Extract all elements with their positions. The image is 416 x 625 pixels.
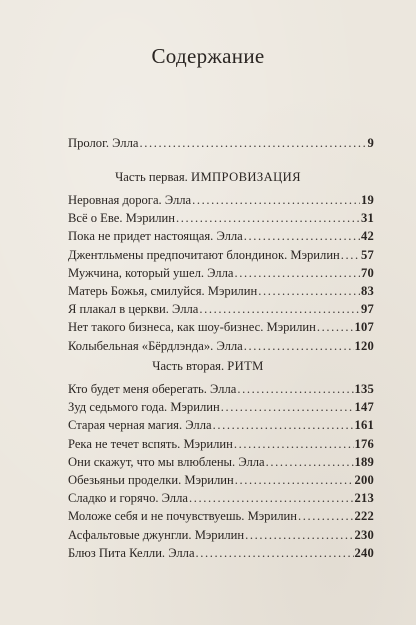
leader-dots [139,136,366,151]
leader-dots [176,211,360,226]
toc-row [68,211,374,229]
part-one-list [68,193,374,357]
toc-row [68,437,374,455]
leader-dots [341,248,360,263]
entry-page: 176 [354,436,374,451]
toc-row [68,491,374,509]
entry-title: Река не течет вспять. Мэрилин [68,436,233,451]
entry-page: 9 [367,136,374,150]
toc-row [68,302,374,320]
toc-row [68,509,374,527]
entry-page: 97 [361,302,374,317]
entry-page: 200 [354,472,374,487]
entry-title: Старая черная магия. Элла [68,418,212,433]
entry-title: Блюз Пита Келли. Элла [68,545,195,560]
leader-dots [298,509,354,524]
entry-title: Сладко и горячо. Элла [68,491,188,506]
toc-row [68,382,374,400]
entry-page: 135 [354,382,374,396]
entry-page: 83 [361,283,374,298]
toc-row [68,320,374,338]
entry-page: 31 [361,211,374,226]
entry-title: Моложе себя и не почувствуешь. Мэрилин [68,509,297,524]
entry-page: 213 [354,491,374,506]
entry-title: Зуд седьмого года. Мэрилин [68,400,220,415]
entry-title: Пролог. Элла [68,136,139,150]
toc-row [68,193,374,211]
leader-dots [244,229,360,244]
entry-page: 57 [361,247,374,262]
prologue-entry [68,136,374,154]
toc-row [68,339,374,357]
leader-dots [266,455,354,470]
part-two-list [68,382,374,564]
entry-title: Колыбельная «Бёрдлэнда». Элла [68,338,243,353]
leader-dots [317,320,354,335]
toc-row [68,266,374,284]
leader-dots [192,193,360,208]
entry-title: Обезьяньи проделки. Мэрилин [68,472,234,487]
leader-dots [235,473,354,488]
leader-dots [237,382,353,397]
part-one-name: ИМПРОВИЗАЦИЯ [190,170,301,184]
leader-dots [199,302,360,317]
toc-row [68,473,374,491]
entry-page: 42 [361,229,374,244]
entry-page: 230 [354,527,374,542]
part-one-heading [0,170,416,185]
leader-dots [189,491,354,506]
entry-page: 120 [354,338,374,353]
entry-title: Джентльмены предпочитают блондинок. Мэрилин [68,247,340,262]
toc-row [68,284,374,302]
toc-row [68,546,374,564]
toc-row [68,248,374,266]
entry-title: Всё о Еве. Мэрилин [68,211,176,226]
entry-page: 161 [354,418,374,433]
entry-page: 240 [354,545,374,560]
part-two-name: РИТМ [227,359,264,373]
part-two-label: Часть вторая. [152,359,225,373]
entry-title: Нет такого бизнеса, как шоу-бизнес. Мэрилин [68,320,316,335]
leader-dots [234,437,354,452]
entry-title: Матерь Божья, смилуйся. Мэрилин [68,283,258,298]
toc-row [68,400,374,418]
entry-title: Пока не придет настоящая. Элла [68,229,243,244]
leader-dots [196,546,354,561]
leader-dots [245,528,353,543]
entry-page: 107 [354,320,374,335]
part-two-heading [0,359,416,374]
entry-title: Мужчина, который ушел. Элла [68,265,234,280]
entry-title: Асфальтовые джунгли. Мэрилин [68,527,245,542]
entry-title: Неровная дорога. Элла [68,193,192,207]
entry-page: 189 [354,454,374,469]
entry-page: 19 [361,193,374,207]
entry-title: Они скажут, что мы влюблены. Элла [68,454,265,469]
toc-row [68,455,374,473]
part-one-label: Часть первая. [115,170,188,184]
leader-dots [221,400,354,415]
toc-row [68,136,374,154]
toc-row [68,229,374,247]
leader-dots [258,284,360,299]
leader-dots [234,266,360,281]
leader-dots [244,339,354,354]
entry-title: Я плакал в церкви. Элла [68,302,199,317]
entry-page: 70 [361,265,374,280]
leader-dots [213,418,354,433]
entry-title: Кто будет меня оберегать. Элла [68,382,237,396]
toc-row [68,418,374,436]
toc-row [68,528,374,546]
entry-page: 222 [354,509,374,524]
entry-page: 147 [354,400,374,415]
page-title: Содержание [151,44,265,68]
